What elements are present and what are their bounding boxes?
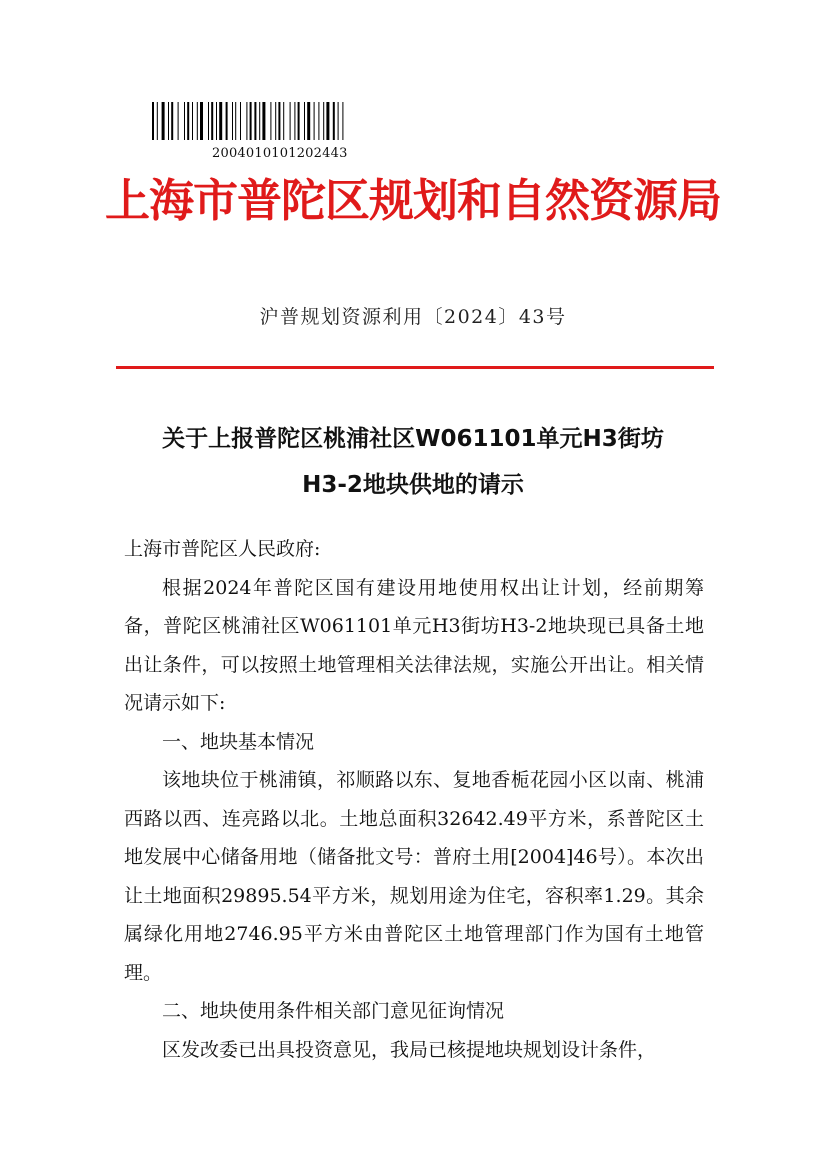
red-divider-line [116,366,714,369]
paragraph: 该地块位于桃浦镇，祁顺路以东、复地香栀花园小区以南、桃浦西路以西、连亮路以北。土地总面积32642.49平方米，系普陀区土地发展中心储备用地（储备批文号：普府土用[2004]46号）。本次出让土地面积29895.54平方米，规划用途为住宅，容积率1.29。其余属绿化用地2746.95平方米由普陀区土地管理部门作为国有土地管理。 [124,769,704,984]
paragraph: 根据2024年普陀区国有建设用地使用权出让计划，经前期筹备，普陀区桃浦社区W061101单元H3街坊H3-2地块现已具备土地出让条件，可以按照土地管理相关法律法规，实施公开出让。相关情况请示如下: [124,576,704,714]
document-number: 沪普规划资源利用〔2024〕43号 [259,306,567,328]
issuer-heading: 上海市普陀区规划和自然资源局 [104,174,721,227]
document-title-line-2: H3-2地块供地的请示 [302,472,524,498]
barcode-number: 2004010101202443 [212,146,348,161]
paragraph: 区发改委已出具投资意见，我局已核提地块规划设计条件， [162,1038,657,1061]
document-body [124,530,704,1069]
section-heading: 一、地块基本情况 [162,730,315,753]
document-title-line-1: 关于上报普陀区桃浦社区W061101单元H3街坊 [162,426,664,452]
salutation: 上海市普陀区人民政府: [124,538,321,560]
barcode-image [152,102,410,140]
section-heading: 二、地块使用条件相关部门意见征询情况 [162,1000,505,1022]
